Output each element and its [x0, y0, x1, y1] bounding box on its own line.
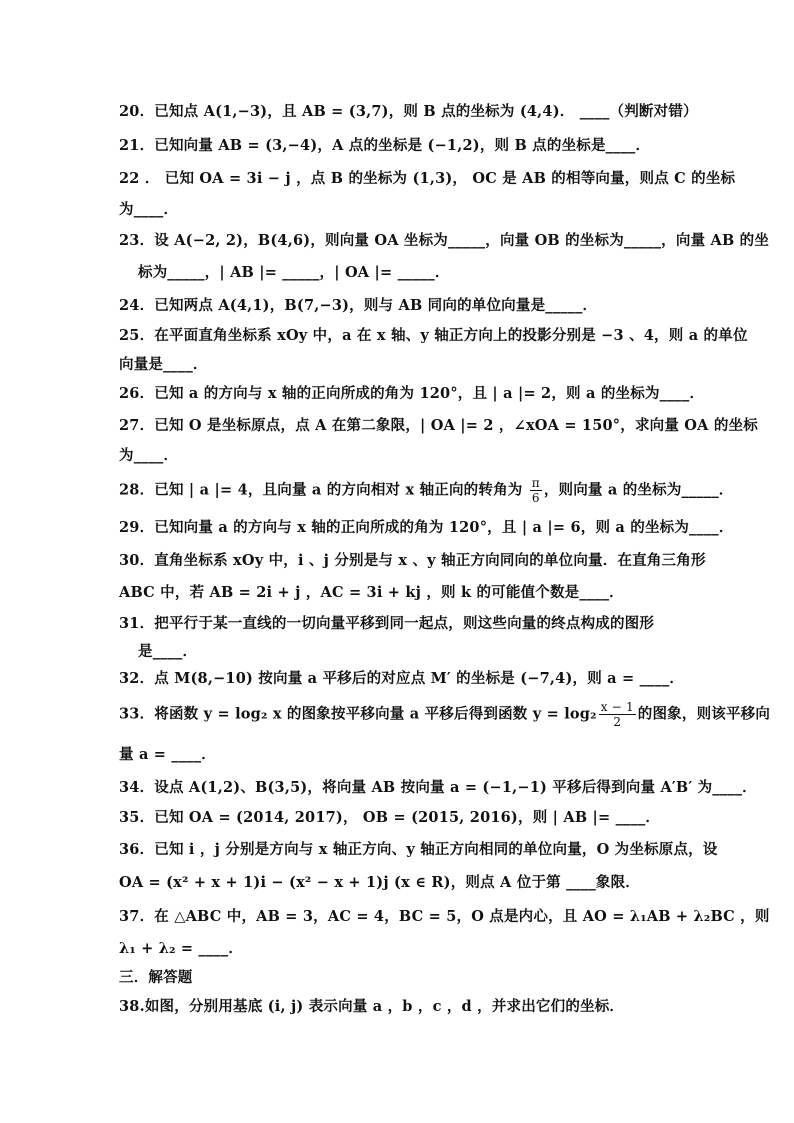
question-33-part-1: 33．将函数 y = log₂ x 的图象按平移向量 a 平移后得到函数 y = log₂ — [119, 705, 597, 723]
question-20: 20．已知点 A(1,−3)，且 AB = (3,7)，则 B 点的坐标为 (4,4)． ____（判断对错） — [119, 103, 698, 120]
fraction-pi-over-6: $\frac{\pi}{6}$ — [531, 476, 540, 505]
question-27-line-1: 27．已知 O 是坐标原点，点 A 在第二象限，| OA |= 2 ，∠xOA = 150°，求向量 OA 的坐标 — [119, 417, 758, 434]
question-33-line-1 — [119, 700, 770, 729]
section-heading-answers: 三．解答题 — [119, 969, 193, 986]
question-24: 24．已知两点 A(4,1)，B(7,−3)，则与 AB 同向的单位向量是_____． — [119, 297, 598, 314]
question-30-line-2: ABC 中，若 AB = 2i + j ，AC = 3i + kj ，则 k 的可能值个数是____． — [119, 584, 624, 601]
question-22-line-2: 为____． — [119, 201, 179, 218]
question-31-line-1: 31．把平行于某一直线的一切向量平移到同一起点，则这些向量的终点构成的图形 — [119, 615, 655, 632]
question-28 — [119, 476, 733, 505]
question-23-line-2: 标为_____，| AB |= _____，| OA |= _____． — [138, 264, 450, 281]
question-33-line-2: 量 a = ____． — [119, 746, 216, 763]
question-35: 35．已知 OA = (2014, 2017)， OB = (2015, 2016)，则 | AB |= ____． — [119, 809, 661, 826]
question-32: 32．点 M(8,−10) 按向量 a 平移后的对应点 M′ 的坐标是 (−7,4)，则 a = ____． — [119, 670, 685, 687]
question-33-part-2: 的图象，则该平移向 — [637, 705, 771, 723]
question-36-line-2: OA = (x² + x + 1)i − (x² − x + 1)j (x ∈ R)，则点 A 位于第 ____象限． — [119, 874, 640, 891]
question-28-part-2: ，则向量 a 的坐标为_____． — [543, 481, 734, 499]
question-38: 38.如图，分别用基底 (i, j) 表示向量 a ，b ，c ，d ，并求出它们的坐标． — [119, 998, 625, 1015]
question-36-line-1: 36．已知 i ，j 分别是方向与 x 轴正方向、y 轴正方向相同的单位向量，O 为坐标原点，设 — [119, 841, 718, 858]
question-27-line-2: 为____． — [119, 447, 179, 464]
question-25-line-1: 25．在平面直角坐标系 xOy 中，a 在 x 轴、y 轴正方向上的投影分别是 −3 、4，则 a 的单位 — [119, 327, 748, 344]
question-31-line-2: 是____． — [138, 643, 198, 660]
question-21: 21．已知向量 AB = (3,−4)，A 点的坐标是 (−1,2)，则 B 点的坐标是____． — [119, 137, 651, 154]
question-29: 29．已知向量 a 的方向与 x 轴的正向所成的角为 120°，且 | a |= 6，则 a 的坐标为____． — [119, 519, 734, 536]
question-28-part-1: 28．已知 | a |= 4，且向量 a 的方向相对 x 轴正向的转角为 — [119, 481, 528, 499]
question-22-line-1: 22 ． 已知 OA = 3i − j ，点 B 的坐标为 (1,3)， OC 是 AB 的相等向量，则点 C 的坐标 — [119, 170, 736, 187]
question-37-line-1: 37．在 △ABC 中，AB = 3，AC = 4，BC = 5，O 点是内心，且 AO = λ₁AB + λ₂BC ，则 — [119, 908, 770, 925]
question-25-line-2: 向量是____． — [119, 356, 208, 373]
question-34: 34．设点 A(1,2)、B(3,5)，将向量 AB 按向量 a = (−1,−1) 平移后得到向量 A′B′ 为____． — [119, 779, 757, 796]
question-26: 26．已知 a 的方向与 x 轴的正向所成的角为 120°，且 | a |= 2，则 a 的坐标为____． — [119, 385, 705, 402]
question-30-line-1: 30．直角坐标系 xOy 中，i 、j 分别是与 x 、y 轴正方向同向的单位向量．在直角三角形 — [119, 552, 706, 569]
question-37-line-2: λ₁ + λ₂ = ____． — [119, 940, 244, 957]
fraction-x-minus-1-over-2: $\frac{x - 1}{2}$ — [600, 700, 634, 729]
question-23-line-1: 23．设 A(−2, 2)，B(4,6)，则向量 OA 坐标为_____，向量 OB 的坐标为_____，向量 AB 的坐 — [119, 232, 770, 249]
